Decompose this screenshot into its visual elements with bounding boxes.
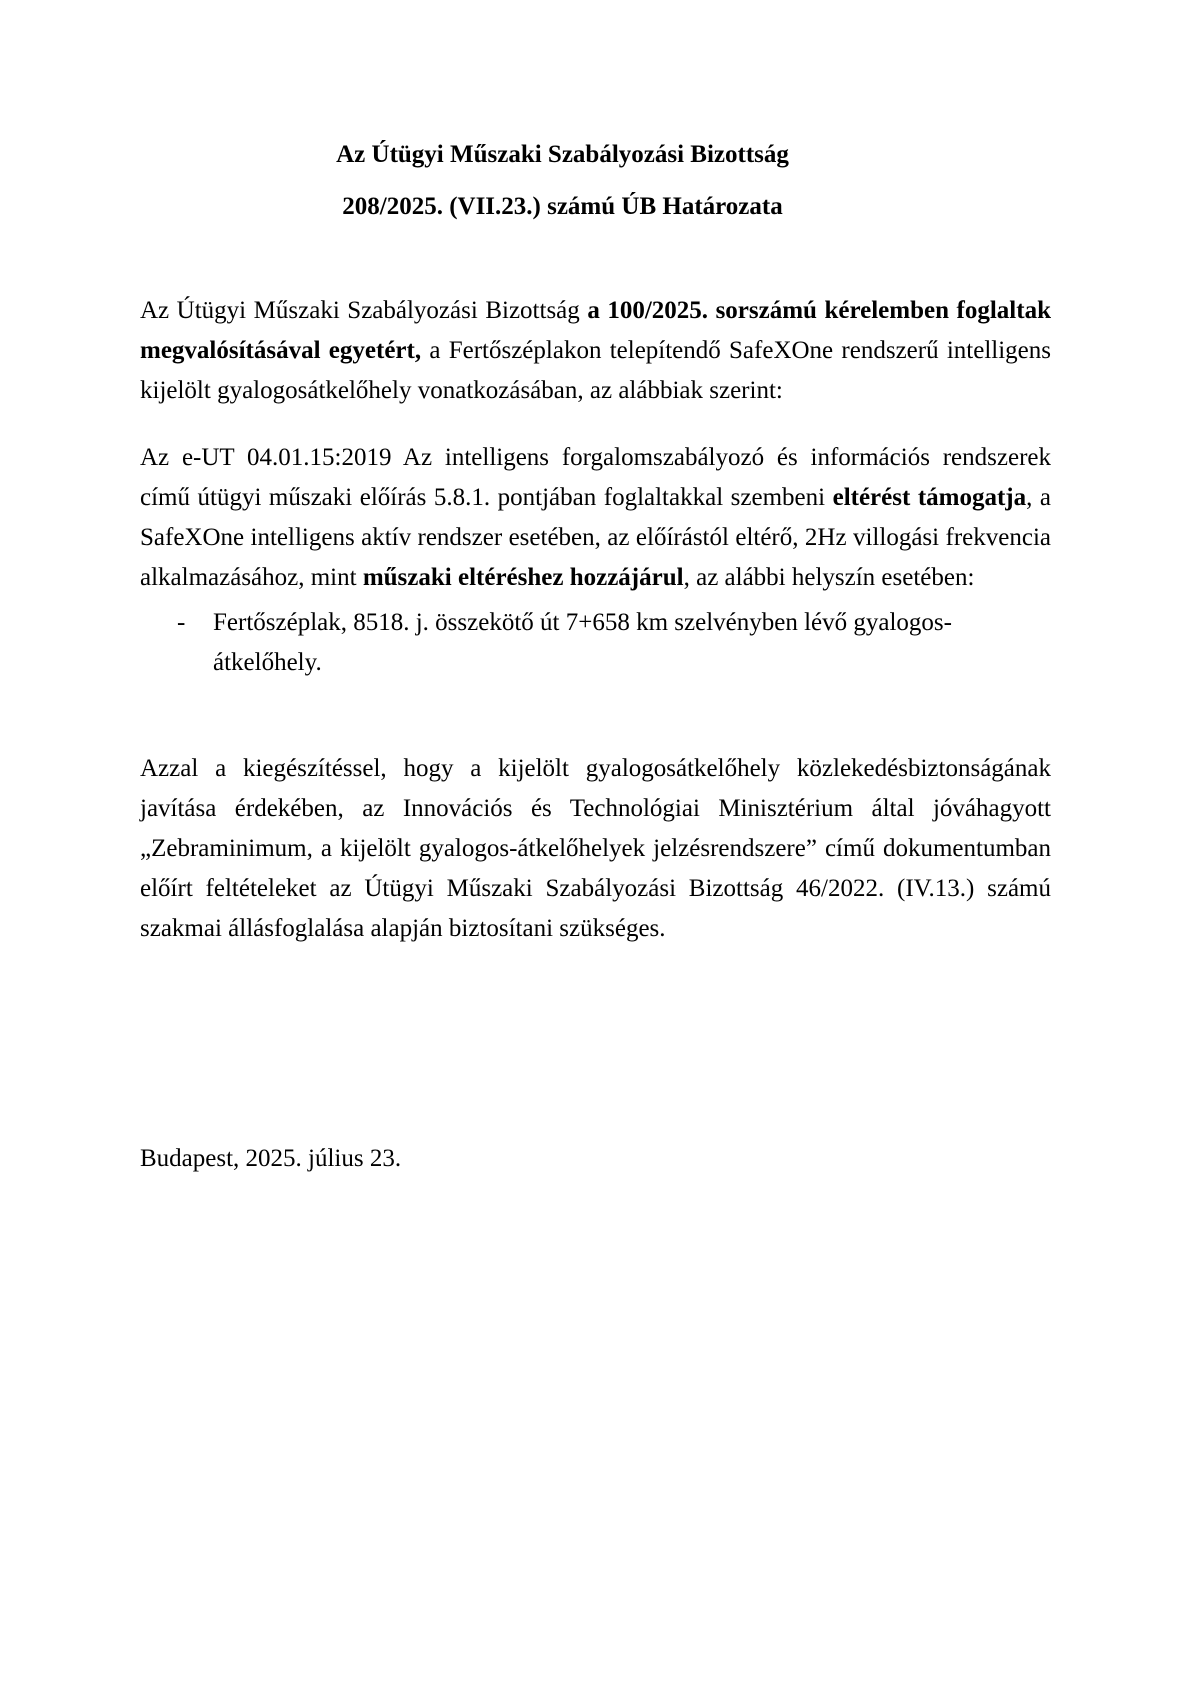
text-run-bold: a 100/2025. sorszámú kérelemben foglaltak megvalósításával egyetért,: [140, 297, 1051, 364]
paragraph-deviation: [140, 438, 1051, 598]
dateline: Budapest, 2025. július 23.: [140, 1145, 402, 1172]
list-item-text: Fertőszéplak, 8518. j. összekötő út 7+658 km szelvényben lévő gyalogos-átkelőhely.: [213, 609, 952, 676]
text-run: Az Útügyi Műszaki Szabályozási Bizottság: [140, 297, 588, 324]
text-run: , a SafeXOne intelligens aktív rendszer esetében, az előírástól eltérő, 2Hz villogási frekvencia alkalmazásához, mint: [140, 484, 1051, 591]
document-title-line2: 208/2025. (VII.23.) számú ÚB Határozata: [342, 193, 783, 220]
text-run: , az alábbi helyszín esetében:: [683, 564, 975, 591]
paragraph-approval: [140, 291, 1051, 411]
paragraph-supplement: Azzal a kiegészítéssel, hogy a kijelölt gyalogosátkelőhely közlekedésbiztonságának javítása érdekében, az Innovációs és Technológiai Minisztérium által jóváhagyott „Zebraminimum, a kijelölt gyalogos-átkelőhelyek jelzésrendszere” című dokumentumban előírt feltételeket az Útügyi Műszaki Szabályozási Bizottság 46/2022. (IV.13.) számú szakmai állásfoglalása alapján biztosítani szükséges.: [140, 755, 1051, 942]
title-block: [140, 142, 1051, 219]
text-run: a Fertőszéplakon telepítendő SafeXOne rendszerű intelligens kijelölt gyalogosátkelőhely vonatkozásában, az alábbiak szerint:: [140, 337, 1051, 404]
location-list-item: [140, 603, 1051, 683]
text-run: Az e-UT 04.01.15:2019 Az intelligens forgalomszabályozó és információs rendszerek című útügyi műszaki előírás 5.8.1. pontjában foglaltakkal szembeni: [140, 444, 1051, 511]
text-run-bold: eltérést támogatja: [832, 484, 1027, 511]
list-marker: -: [177, 609, 186, 636]
text-run-bold: műszaki eltéréshez hozzájárul: [362, 564, 684, 591]
document-title-line1: Az Útügyi Műszaki Szabályozási Bizottság: [336, 141, 789, 168]
